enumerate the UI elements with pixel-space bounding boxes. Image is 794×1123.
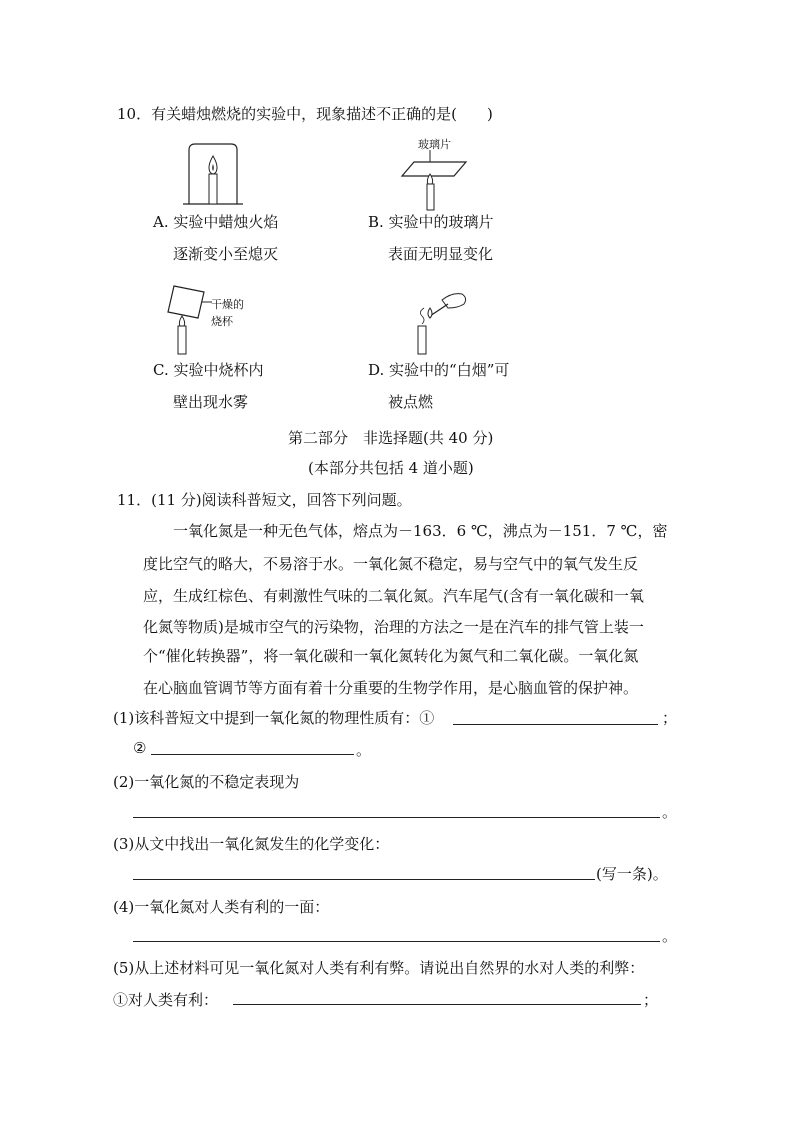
option-d-line2: 被点燃	[388, 393, 434, 411]
q11-para-line6: 在心脑血管调节等方面有着十分重要的生物学作用，是心脑血管的保护神。	[143, 679, 639, 697]
glass-plate-label: 玻璃片	[418, 138, 451, 151]
figure-a-candle-jar	[183, 140, 243, 206]
part2-subtitle: (本部分共包括 4 道小题)	[308, 459, 474, 477]
q11-sub4-text: (4)一氧化氮对人类有利的一面：	[113, 898, 330, 916]
q11-sub1-answer1-blank[interactable]	[453, 724, 658, 725]
q11-sub1-text: (1)该科普短文中提到一氧化氮的物理性质有：①	[113, 709, 435, 727]
q11-para-line3: 应，生成红棕色、有刺激性气味的二氧化氮。汽车尾气(含有一氧化碳和一氧	[143, 587, 644, 605]
figure-d-lighting-smoke	[408, 286, 472, 356]
beaker-label-line1: 干燥的	[211, 298, 244, 311]
q11-sub3-suffix: (写一条)。	[596, 865, 668, 883]
q11-sub2-period: 。	[662, 803, 678, 821]
option-a-line1: A. 实验中蜡烛火焰	[153, 213, 279, 231]
q11-sub1-answer2-blank[interactable]	[151, 754, 354, 755]
q11-sub4-answer-blank[interactable]	[133, 941, 660, 942]
q11-sub5-semicolon: ；	[643, 991, 659, 1009]
q11-stem: 11．(11 分)阅读科普短文，回答下列问题。	[117, 491, 412, 509]
option-c-line1: C. 实验中烧杯内	[153, 361, 264, 379]
q11-sub3-answer-blank[interactable]	[133, 879, 595, 880]
beaker-label-line2: 烧杯	[211, 315, 233, 328]
q11-sub4-period: 。	[662, 927, 678, 945]
q11-para-line2: 度比空气的略大，不易溶于水。一氧化氮不稳定，易与空气中的氧气发生反	[143, 555, 639, 573]
q11-sub5-text: (5)从上述材料可见一氧化氮对人类有利有弊。请说出自然界的水对人类的利弊：	[113, 959, 645, 977]
q11-para-line5: 个“催化转换器”，将一氧化碳和一氧化氮转化为氮气和二氧化碳。一氧化氮	[143, 647, 639, 665]
q11-sub5-item1-label: ①对人类有利：	[113, 991, 219, 1009]
q11-sub1-item2-mark: ②	[133, 739, 147, 757]
option-b-line1: B. 实验中的玻璃片	[368, 213, 494, 231]
option-b-line2: 表面无明显变化	[388, 245, 494, 263]
option-a-line2: 逐渐变小至熄灭	[173, 245, 279, 263]
option-c-line2: 壁出现水雾	[173, 393, 249, 411]
q11-para-line4: 化氮等物质)是城市空气的污染物，治理的方法之一是在汽车的排气管上装一	[143, 618, 644, 636]
q11-para-line1: 一氧化氮是一种无色气体，熔点为－163．6 ℃，沸点为－151．7 ℃，密	[173, 522, 668, 540]
q11-sub5-answer1-blank[interactable]	[233, 1004, 641, 1005]
q10-stem: 10．有关蜡烛燃烧的实验中，现象描述不正确的是( )	[117, 105, 493, 123]
part2-title: 第二部分 非选择题(共 40 分)	[288, 429, 494, 447]
q11-sub1-semicolon: ；	[662, 709, 678, 727]
figure-b-glass-plate	[400, 148, 470, 212]
q11-sub3-text: (3)从文中找出一氧化氮发生的化学变化：	[113, 835, 390, 853]
q11-sub2-answer-blank[interactable]	[133, 817, 660, 818]
figure-c-dry-beaker	[164, 282, 214, 356]
q11-sub1-period: 。	[356, 741, 372, 759]
q11-sub2-text: (2)一氧化氮的不稳定表现为	[113, 773, 300, 791]
option-d-line1: D. 实验中的“白烟”可	[368, 361, 510, 379]
